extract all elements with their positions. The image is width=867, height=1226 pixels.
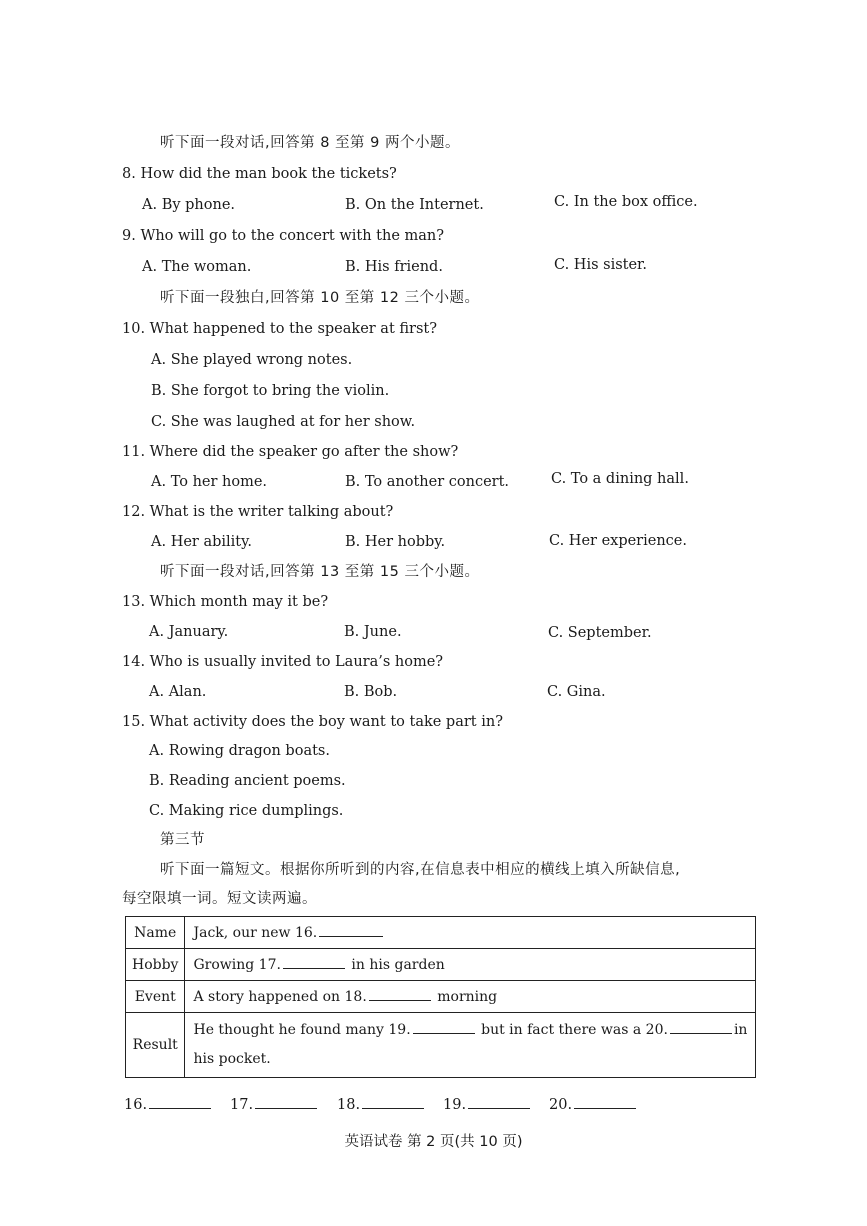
hobby-label: Hobby	[126, 949, 185, 981]
q13-option-c: C. September.	[548, 625, 652, 641]
q14-option-c: C. Gina.	[547, 684, 606, 700]
hobby-cell	[185, 949, 756, 981]
blank-17[interactable]	[283, 956, 345, 969]
name-label: Name	[126, 917, 185, 949]
event-label: Event	[126, 981, 185, 1013]
instruction-line-1: 听下面一篇短文。根据你所听到的内容,在信息表中相应的横线上填入所缺信息,	[160, 862, 681, 878]
event-cell	[185, 981, 756, 1013]
question-11: 11. Where did the speaker go after the show?	[122, 444, 459, 460]
answer-blank-18[interactable]	[362, 1096, 424, 1109]
result-label: Result	[126, 1013, 185, 1078]
table-row	[126, 917, 756, 949]
q10-option-b: B. She forgot to bring the violin.	[151, 383, 390, 399]
result-post: in	[733, 1022, 748, 1038]
q8-option-b: B. On the Internet.	[345, 197, 484, 213]
hobby-pre: Growing 17.	[193, 957, 281, 973]
intro-q8-9: 听下面一段对话,回答第 8 至第 9 两个小题。	[160, 135, 460, 151]
table-row	[126, 981, 756, 1013]
answer-20	[549, 1096, 638, 1113]
answer-blank-17[interactable]	[255, 1096, 317, 1109]
answer-blank-20[interactable]	[574, 1096, 636, 1109]
event-pre: A story happened on 18.	[193, 989, 367, 1005]
answer-18	[337, 1096, 426, 1113]
table-row	[126, 949, 756, 981]
answer-label-18: 18.	[337, 1097, 361, 1113]
q14-option-a: A. Alan.	[149, 684, 207, 700]
q10-option-a: A. She played wrong notes.	[151, 352, 353, 368]
q11-option-a: A. To her home.	[151, 474, 268, 490]
answer-label-16: 16.	[124, 1097, 148, 1113]
event-post: morning	[437, 989, 498, 1005]
blank-20[interactable]	[670, 1021, 732, 1034]
page-footer: 英语试卷 第 2 页(共 10 页)	[344, 1134, 523, 1150]
q11-option-b: B. To another concert.	[345, 474, 510, 490]
answer-16	[124, 1096, 213, 1113]
result-line-2: his pocket.	[193, 1051, 271, 1067]
name-text: Jack, our new 16.	[193, 925, 318, 941]
answer-blank-16[interactable]	[149, 1096, 211, 1109]
q13-option-b: B. June.	[344, 624, 402, 640]
section-3-heading: 第三节	[160, 832, 205, 848]
q8-option-c: C. In the box office.	[554, 194, 698, 210]
info-table	[125, 916, 756, 1078]
blank-16[interactable]	[319, 924, 383, 937]
result-mid: but in fact there was a 20.	[481, 1022, 668, 1038]
hobby-post: in his garden	[351, 957, 445, 973]
instruction-line-2: 每空限填一词。短文读两遍。	[122, 891, 317, 907]
question-9: 9. Who will go to the concert with the man?	[122, 228, 445, 244]
q8-option-a: A. By phone.	[142, 197, 236, 213]
q15-option-c: C. Making rice dumplings.	[149, 803, 344, 819]
q9-option-b: B. His friend.	[345, 259, 443, 275]
answer-label-19: 19.	[443, 1097, 467, 1113]
question-14: 14. Who is usually invited to Laura’s home?	[122, 654, 444, 670]
q12-option-a: A. Her ability.	[151, 534, 252, 550]
intro-q10-12: 听下面一段独白,回答第 10 至第 12 三个小题。	[160, 290, 480, 306]
q9-option-a: A. The woman.	[142, 259, 252, 275]
answer-label-20: 20.	[549, 1097, 573, 1113]
q13-option-a: A. January.	[149, 624, 229, 640]
q15-option-a: A. Rowing dragon boats.	[149, 743, 330, 759]
result-cell	[185, 1013, 756, 1078]
q11-option-c: C. To a dining hall.	[551, 471, 689, 487]
q10-option-c: C. She was laughed at for her show.	[151, 414, 416, 430]
answer-19	[443, 1096, 532, 1113]
q9-option-c: C. His sister.	[554, 257, 648, 273]
name-cell	[185, 917, 756, 949]
q12-option-b: B. Her hobby.	[345, 534, 446, 550]
q12-option-c: C. Her experience.	[549, 533, 687, 549]
blank-18[interactable]	[369, 988, 431, 1001]
intro-q13-15: 听下面一段对话,回答第 13 至第 15 三个小题。	[160, 564, 480, 580]
question-12: 12. What is the writer talking about?	[122, 504, 394, 520]
q15-option-b: B. Reading ancient poems.	[149, 773, 346, 789]
question-8: 8. How did the man book the tickets?	[122, 166, 397, 182]
question-10: 10. What happened to the speaker at first?	[122, 321, 438, 337]
answer-blank-19[interactable]	[468, 1096, 530, 1109]
answer-17	[230, 1096, 319, 1113]
answer-label-17: 17.	[230, 1097, 254, 1113]
table-row	[126, 1013, 756, 1078]
question-15: 15. What activity does the boy want to take part in?	[122, 714, 503, 730]
q14-option-b: B. Bob.	[344, 684, 398, 700]
blank-19[interactable]	[413, 1021, 475, 1034]
question-13: 13. Which month may it be?	[122, 594, 329, 610]
result-pre: He thought he found many 19.	[193, 1022, 411, 1038]
